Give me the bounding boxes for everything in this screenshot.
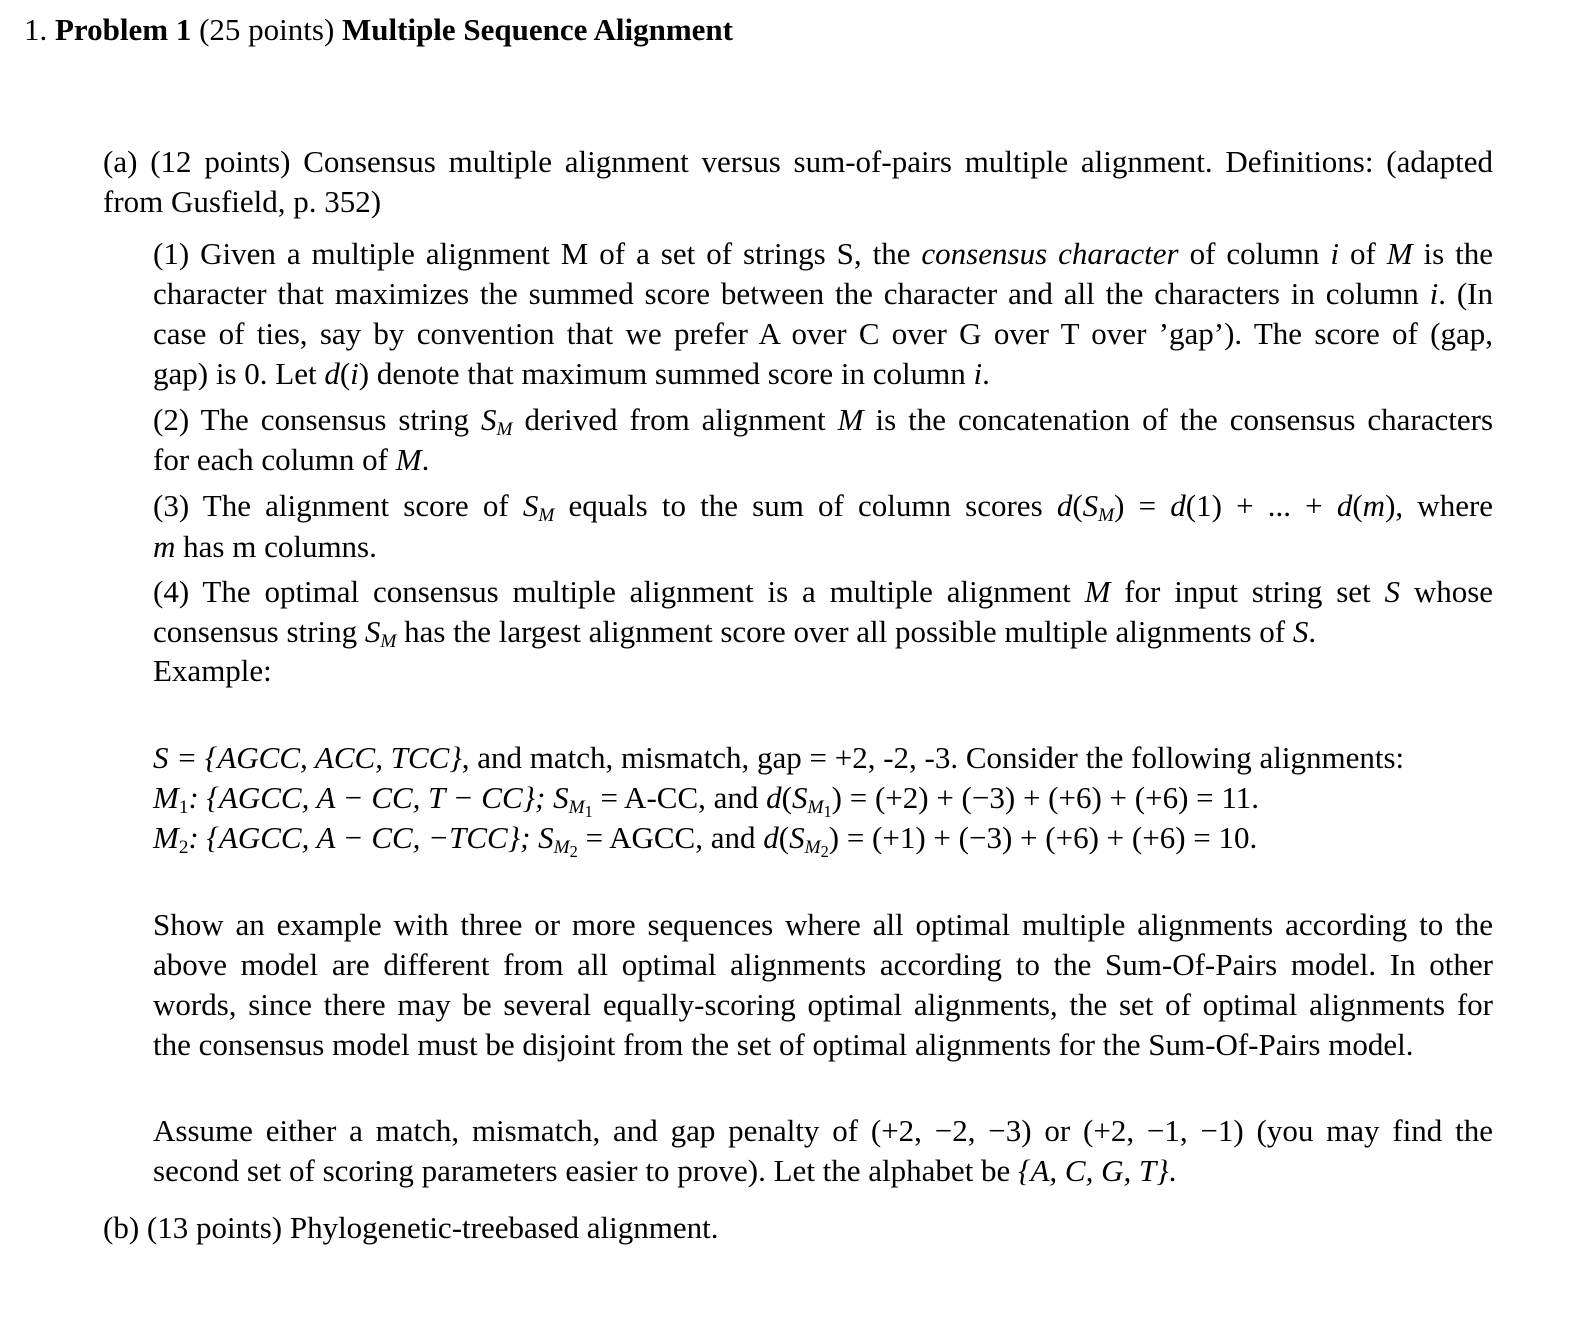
example-m2-line: $M_2$: {AGCC, A − CC, −TCC}; $S_{M_2}$ = AGCC, and $d(S_{M_2}) = (+1) + (-3) + (+6) + (+6) = 10$.	[153, 820, 1258, 861]
def4-line-2: consensus string $S_M$ has the largest alignment score over all possible multiple alignments of S.	[153, 614, 1317, 652]
example-set-line: S = {AGCC, ACC, TCC}, and match, mismatch, gap = +2, -2, -3. Consider the following alignments:	[153, 740, 1405, 775]
def1-line-4: gap) is 0. Let d(i) denote that maximum summed score in column i.	[153, 356, 990, 391]
part-b-line: (b) (13 points) Phylogenetic-treebased alignment.	[103, 1210, 719, 1245]
problem-heading	[24, 10, 733, 50]
problem-number: 1.	[24, 12, 48, 47]
def3-line-2: m has m columns.	[153, 529, 377, 564]
def1-line-3: case of ties, say by convention that we prefer A over C over G over T over ’gap’). The score of (gap,	[153, 316, 1493, 351]
def4-line-1: (4) The optimal consensus multiple alignment is a multiple alignment M for input string set S whose	[153, 574, 1494, 609]
part-a-line-1: (a) (12 points) Consensus multiple alignment versus sum-of-pairs multiple alignment. Definitions: (adapted	[103, 144, 1493, 179]
def2-line-2: for each column of M.	[153, 442, 430, 477]
task-line-2: above model are different from all optimal alignments according to the Sum-Of-Pairs model. In other	[153, 947, 1493, 982]
task-line-3: words, since there may be several equally-scoring optimal alignments, the set of optimal alignments for	[153, 987, 1493, 1022]
def1-line-2: character that maximizes the summed score between the character and all the characters in column i. (In	[153, 276, 1494, 311]
task-line-4: the consensus model must be disjoint from the set of optimal alignments for the Sum-Of-Pairs model.	[153, 1027, 1414, 1062]
def1-line-1: (1) Given a multiple alignment M of a set of strings S, the consensus character of column i of M is the	[153, 236, 1494, 271]
problem-points: (25 points)	[199, 12, 335, 47]
def4-line-3: Example:	[153, 653, 272, 688]
part-a-line-2: from Gusfield, p. 352)	[103, 184, 382, 219]
problem-title-b: Multiple Sequence Alignment	[342, 12, 733, 47]
def3-line-1: (3) The alignment score of $S_M$ equals to the sum of column scores $d(S_M) = d(1)$ + ... + d(m), where	[153, 488, 1494, 526]
def2-line-1: (2) The consensus string $S_M$ derived from alignment M is the concatenation of the consensus characters	[153, 402, 1494, 440]
problem-title-a: Problem 1	[55, 12, 192, 47]
task-line-1: Show an example with three or more sequences where all optimal multiple alignments according to the	[153, 907, 1493, 942]
assume-line-1: Assume either a match, mismatch, and gap penalty of (+2, −2, −3) or (+2, −1, −1) (you may find the	[153, 1113, 1493, 1148]
example-m1-line: $M_1$: {AGCC, A − CC, T − CC}; $S_{M_1} = A-CC$, and $d(S_{M_1}) = (+2) + (-3) + (+6) + (+6) = 11$.	[153, 780, 1259, 821]
assume-line-2: second set of scoring parameters easier to prove). Let the alphabet be {A, C, G, T}.	[153, 1153, 1177, 1188]
